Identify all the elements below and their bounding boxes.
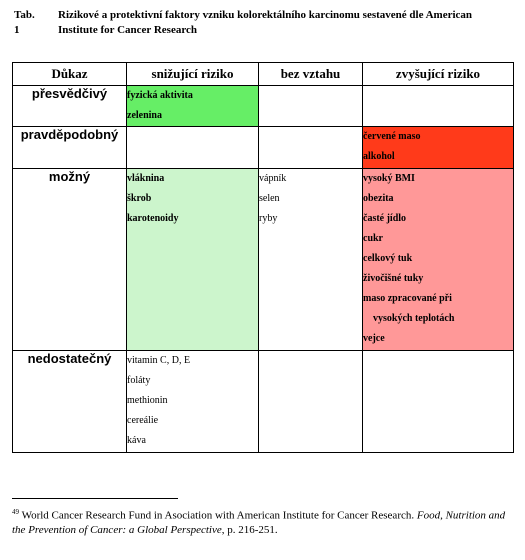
footnote — [12, 505, 512, 537]
table-header-row — [13, 63, 514, 86]
list-item: vláknina — [127, 173, 165, 184]
list-item: vápník — [259, 173, 287, 184]
list-item: obezita — [363, 193, 394, 204]
list-item: maso zpracované při — [363, 293, 452, 304]
list-item: vitamin C, D, E — [127, 355, 191, 366]
footnote-number: 49 — [12, 508, 19, 516]
footnote-divider — [12, 498, 178, 499]
decreasing-convincing-cell — [127, 86, 259, 127]
header-increasing-risk: zvyšující riziko — [363, 63, 514, 86]
list-item: cukr — [363, 233, 383, 244]
list-item: káva — [127, 435, 146, 446]
none-insufficient-cell — [259, 351, 363, 453]
none-probable-cell — [259, 127, 363, 169]
list-item: selen — [259, 193, 280, 204]
decreasing-probable-cell — [127, 127, 259, 169]
list-item: methionin — [127, 395, 168, 406]
header-decreasing-risk: snižující riziko — [127, 63, 259, 86]
list-item: zelenina — [127, 110, 162, 121]
list-item: vejce — [363, 333, 385, 344]
list-item: foláty — [127, 375, 151, 386]
list-item: celkový tuk — [363, 253, 413, 264]
list-item: alkohol — [363, 151, 395, 162]
table-row — [13, 86, 514, 127]
list-item: karotenoidy — [127, 213, 179, 224]
list-item: ryby — [259, 213, 278, 224]
table-row — [13, 169, 514, 351]
list-item: vysoký BMI — [363, 173, 415, 184]
list-item: fyzická aktivita — [127, 90, 193, 101]
evidence-probable: pravděpodobný — [13, 127, 127, 169]
list-item: časté jídlo — [363, 213, 407, 224]
evidence-insufficient: nedostatečný — [13, 351, 127, 453]
table-row — [13, 351, 514, 453]
footnote-title: Food, Nutrition and the Prevention of Cancer: a Global Perspective — [12, 509, 506, 536]
none-convincing-cell — [259, 86, 363, 127]
caption-number: Tab. 1 — [14, 9, 35, 36]
increasing-insufficient-cell — [363, 351, 514, 453]
increasing-convincing-cell — [363, 86, 514, 127]
footnote-text: World Cancer Research Fund in Asociation with American Institute for Cancer Research. — [21, 509, 417, 522]
risk-factors-table — [12, 62, 514, 453]
table-row — [13, 127, 514, 169]
evidence-possible: možný — [13, 169, 127, 351]
list-item: cereálie — [127, 415, 159, 426]
caption-text: Rizikové a protektivní faktory vzniku kolorektálního karcinomu sestavené dle American Institute for Cancer Research — [58, 9, 473, 36]
increasing-probable-cell — [363, 127, 514, 169]
list-item: živočišné tuky — [363, 273, 424, 284]
none-possible-cell — [259, 169, 363, 351]
footnote-pages: , p. 216-251. — [221, 523, 278, 536]
header-no-relation: bez vztahu — [259, 63, 363, 86]
decreasing-possible-cell — [127, 169, 259, 351]
header-evidence: Důkaz — [13, 63, 127, 86]
evidence-convincing: přesvědčivý — [13, 86, 127, 127]
list-item: škrob — [127, 193, 152, 204]
list-item: vysokých teplotách — [373, 313, 455, 324]
increasing-possible-cell — [363, 169, 514, 351]
decreasing-insufficient-cell — [127, 351, 259, 453]
list-item: červené maso — [363, 131, 421, 142]
